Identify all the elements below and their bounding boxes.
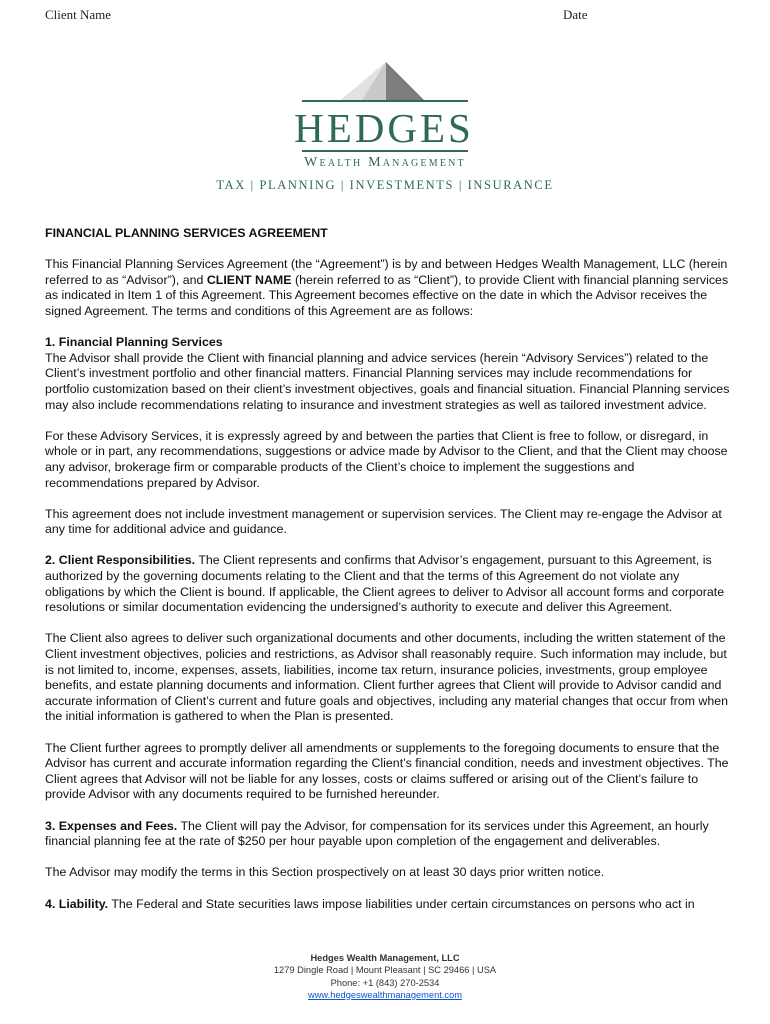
section-2-text-1: The Client represents and confirms that Advisor’s engagement, pursuant to this Agreement, is authorized by the governing documents relating to the Client and that the terms of this Agreement do not violate any obligations by which the Client is bound. If applicable, the Client agrees to deliver to Advisor all account forms and corporate resolutions or similar documentation evidencing the undersigned’s authority to execute and deliver this Agreement. (45, 553, 725, 615)
date-label: Date (563, 7, 588, 22)
section-3-text-1: The Client will pay the Advisor, for compensation for its services under this Agreement, an hourly financial planning fee at the rate of $250 per hour payable upon completion of the engagement and deliverables. (45, 818, 709, 849)
section-3-paragraph-1 (45, 819, 730, 850)
logo-tagline: TAX | PLANNING | INVESTMENTS | INSURANCE (216, 178, 554, 192)
client-name-bold: CLIENT NAME (206, 272, 292, 287)
footer-address: 1279 Dingle Road | Mount Pleasant | SC 29466 | USA (273, 965, 497, 976)
footer-website-link[interactable]: www.hedgeswealthmanagement.com (308, 989, 462, 1000)
section-2-paragraph-2: The Client also agrees to deliver such organizational documents and other documents, including the written statement of the Client investment objectives, policies and restrictions, as Advisor shall reasonably require. Such information may include, but is not limited to, income, expenses, assets, liabilities, income tax return, insurance policies, investments, group employee benefits, and estate planning documents and information. Client further agrees that Client will provide to Advisor candid and accurate information of Client’s current and future goals and objectives, including any material changes that occur from when the initial information is gathered to when the Plan is presented. (45, 631, 729, 724)
section-3-heading: 3. Expenses and Fees. (45, 818, 178, 833)
section-2-heading: 2. Client Responsibilities. (45, 553, 196, 568)
section-2-paragraph-3: The Client further agrees to promptly deliver all amendments or supplements to the foregoing documents to ensure that the Advisor has current and accurate information regarding the Client’s financial condition, needs and investment objectives. The Client agrees that Advisor will not be liable for any losses, costs or claims suffered or arising out of the Client’s failure to provide Advisor with any documents required to be furnished hereunder. (45, 740, 729, 802)
intro-text-2: (herein referred to as “Client”), to provide Client with financial planning services as indicated in Item 1 of this Agreement. This Agreement becomes effective on the date in which the Advisor receives the signed Agreement. The terms and conditions of this Agreement are as follows: (45, 272, 729, 318)
agreement-body (45, 226, 730, 928)
document-title: FINANCIAL PLANNING SERVICES AGREEMENT (45, 226, 328, 240)
logo-subtitle: Wealth Management (304, 155, 466, 170)
section-1-paragraph-1 (45, 335, 730, 413)
section-3-paragraph-2: The Advisor may modify the terms in this Section prospectively on at least 30 days prior written notice. (45, 865, 605, 880)
page-footer (0, 952, 770, 1001)
footer-company: Hedges Wealth Management, LLC (310, 953, 460, 963)
logo-wordmark: HEDGES (294, 105, 474, 151)
section-4-paragraph-1 (45, 897, 730, 913)
intro-paragraph (45, 257, 730, 319)
section-1-heading: 1. Financial Planning Services (45, 335, 223, 350)
client-name-label: Client Name (45, 7, 112, 22)
section-1-text-1: The Advisor shall provide the Client with financial planning and advice services (herein “Advisory Services”) related to the Client’s investment portfolio and other financial matters. Financial Planning services may include recommendations for portfolio customization based on their client’s investment objectives, goals and financial situation. Financial Planning services may also include recommendations relating to insurance and investment strategies as well as tailored investment advice. (45, 350, 730, 412)
footer-phone: Phone: +1 (843) 270-2534 (330, 977, 440, 988)
section-4-text-1: The Federal and State securities laws impose liabilities under certain circumstances on persons who act in (108, 896, 695, 911)
section-1-paragraph-3: This agreement does not include investment management or supervision services. The Client may re-engage the Advisor at any time for additional advice and guidance. (45, 506, 722, 537)
hedges-logo (0, 58, 770, 198)
section-4-heading: 4. Liability. (45, 896, 109, 911)
intro-text-1: This Financial Planning Services Agreement (the “Agreement”) is by and between Hedges Wealth Management, LLC (herein referred to as “Advisor”), and (45, 257, 728, 287)
section-1-paragraph-2: For these Advisory Services, it is expressly agreed by and between the parties that Client is free to follow, or disregard, in whole or in part, any recommendations, suggestions or advice made by Advisor to the Client, and that the Client may choose any advisor, brokerage firm or comparable products of the Client’s choice to implement the suggestions and recommendations prepared by Advisor. (45, 428, 728, 490)
section-2-paragraph-1 (45, 553, 730, 615)
